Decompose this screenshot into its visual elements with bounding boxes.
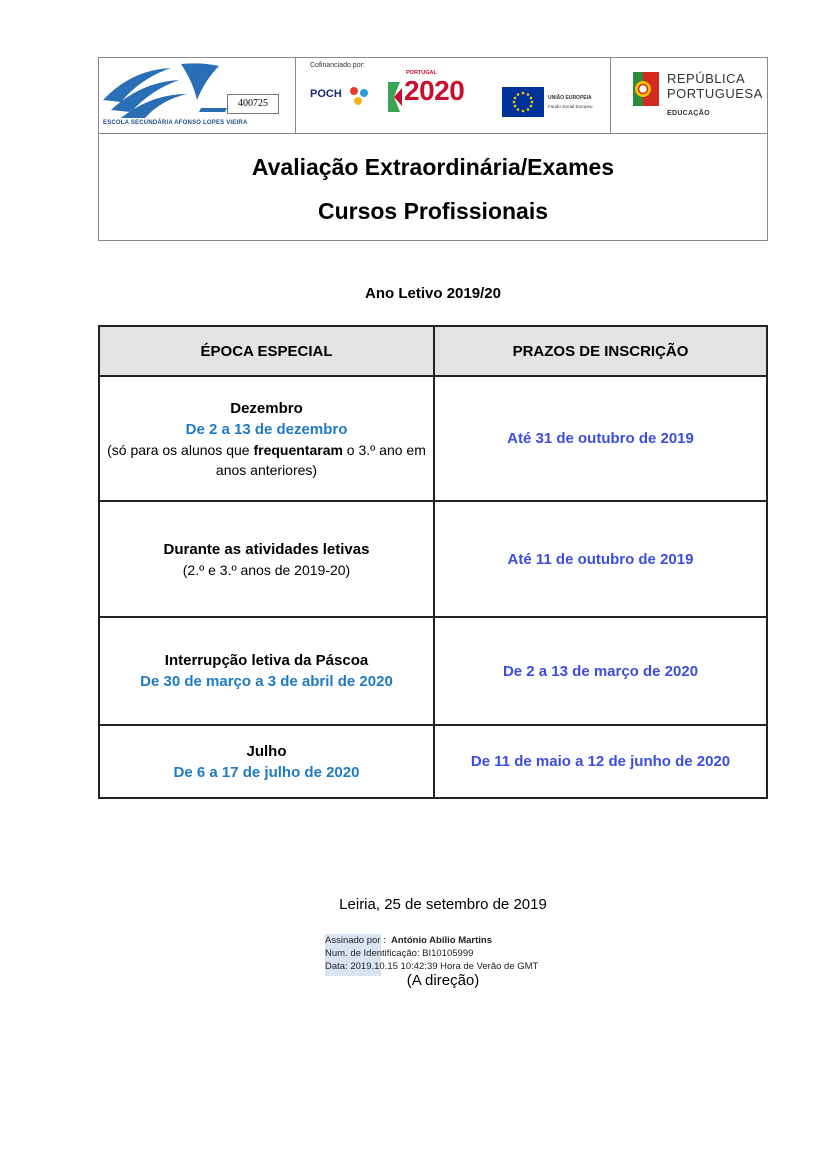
eu-label: UNIÃO EUROPEIA: [548, 95, 592, 101]
republic-emblem-icon: [631, 70, 661, 108]
eu-flag-icon: [502, 87, 544, 117]
poch-mark-icon: [348, 85, 370, 107]
signature-id: Num. de Identificação: BI10105999: [325, 948, 474, 959]
signed-by-line: [325, 934, 538, 947]
column-header-deadline: [435, 327, 766, 375]
place-date: Leiria, 25 de setembro de 2019: [339, 896, 547, 913]
document-header: [98, 57, 768, 241]
title-cell: [99, 133, 767, 241]
deadline-text: Até 31 de outubro de 2019: [507, 430, 694, 447]
column-header-period: [100, 327, 433, 375]
period-title: Durante as atividades letivas: [163, 540, 370, 558]
schedule-table: [98, 325, 768, 799]
column-header-deadline-label: PRAZOS DE INSCRIÇÃO: [512, 342, 689, 360]
table-row-2-period: [100, 502, 433, 616]
document-title: Avaliação Extraordinária/Exames: [251, 154, 615, 180]
signed-by-label: Assinado por :: [325, 935, 386, 946]
table-row-4-period: [100, 726, 433, 797]
period-dates: De 30 de março a 3 de abril de 2020: [140, 673, 393, 690]
portugal2020-mark-icon: [386, 80, 404, 114]
table-row-2-deadline: [435, 502, 766, 616]
table-row-4-deadline: [435, 726, 766, 797]
school-logo-cell: [99, 58, 296, 133]
republic-line2: PORTUGUESA: [667, 86, 763, 101]
deadline-text: De 2 a 13 de março de 2020: [502, 662, 699, 680]
note-suffix: o 3.º ano em anos anteriores): [215, 441, 426, 478]
poch-logo: POCH: [310, 88, 342, 100]
note-prefix: (só para os alunos que: [107, 441, 254, 458]
period-title: Interrupção letiva da Páscoa: [164, 652, 369, 669]
note-bold: frequentaram: [253, 441, 343, 458]
program-2020-label: 2020: [404, 75, 465, 106]
period-dates: De 2 a 13 de dezembro: [185, 420, 348, 438]
period-note: [104, 440, 430, 480]
deadline-text: Até 11 de outubro de 2019: [507, 550, 694, 568]
digital-signature: [325, 934, 538, 973]
school-code: 400725: [227, 94, 279, 114]
period-dates: De 6 a 17 de julho de 2020: [173, 763, 360, 781]
school-year: Ano Letivo 2019/20: [365, 285, 501, 302]
school-logo-icon: [101, 60, 229, 120]
document-subtitle: Cursos Profissionais: [317, 198, 549, 224]
signature-date: Data: 2019.10.15 10:42:39 Hora de Verão de GMT: [325, 961, 539, 972]
ministry-label: EDUCAÇÃO: [667, 110, 710, 117]
signer-name: António Abílio Martins: [391, 935, 492, 946]
signature-role: (A direção): [406, 972, 480, 989]
period-title: Dezembro: [230, 399, 303, 417]
table-row-1-period: [100, 377, 433, 500]
republic-line1: REPÚBLICA: [667, 71, 746, 86]
period-note: (2.º e 3.º anos de 2019-20): [182, 561, 351, 578]
republic-cell: [611, 58, 768, 133]
deadline-text: De 11 de maio a 12 de junho de 2020: [470, 753, 731, 770]
school-name: ESCOLA SECUNDÁRIA AFONSO LOPES VIEIRA: [103, 120, 248, 126]
table-row-3-period: [100, 618, 433, 724]
table-row-3-deadline: [435, 618, 766, 724]
table-row-1-deadline: [435, 377, 766, 500]
portugal-label: PORTUGAL: [406, 70, 437, 76]
column-header-period-label: ÉPOCA ESPECIAL: [200, 342, 333, 360]
eu-fund-label: Fundo Social Europeu: [548, 104, 593, 109]
cofinancing-cell: [296, 58, 611, 133]
cofinanced-label: Cofinanciado por:: [310, 62, 365, 69]
period-title: Julho: [246, 742, 287, 760]
